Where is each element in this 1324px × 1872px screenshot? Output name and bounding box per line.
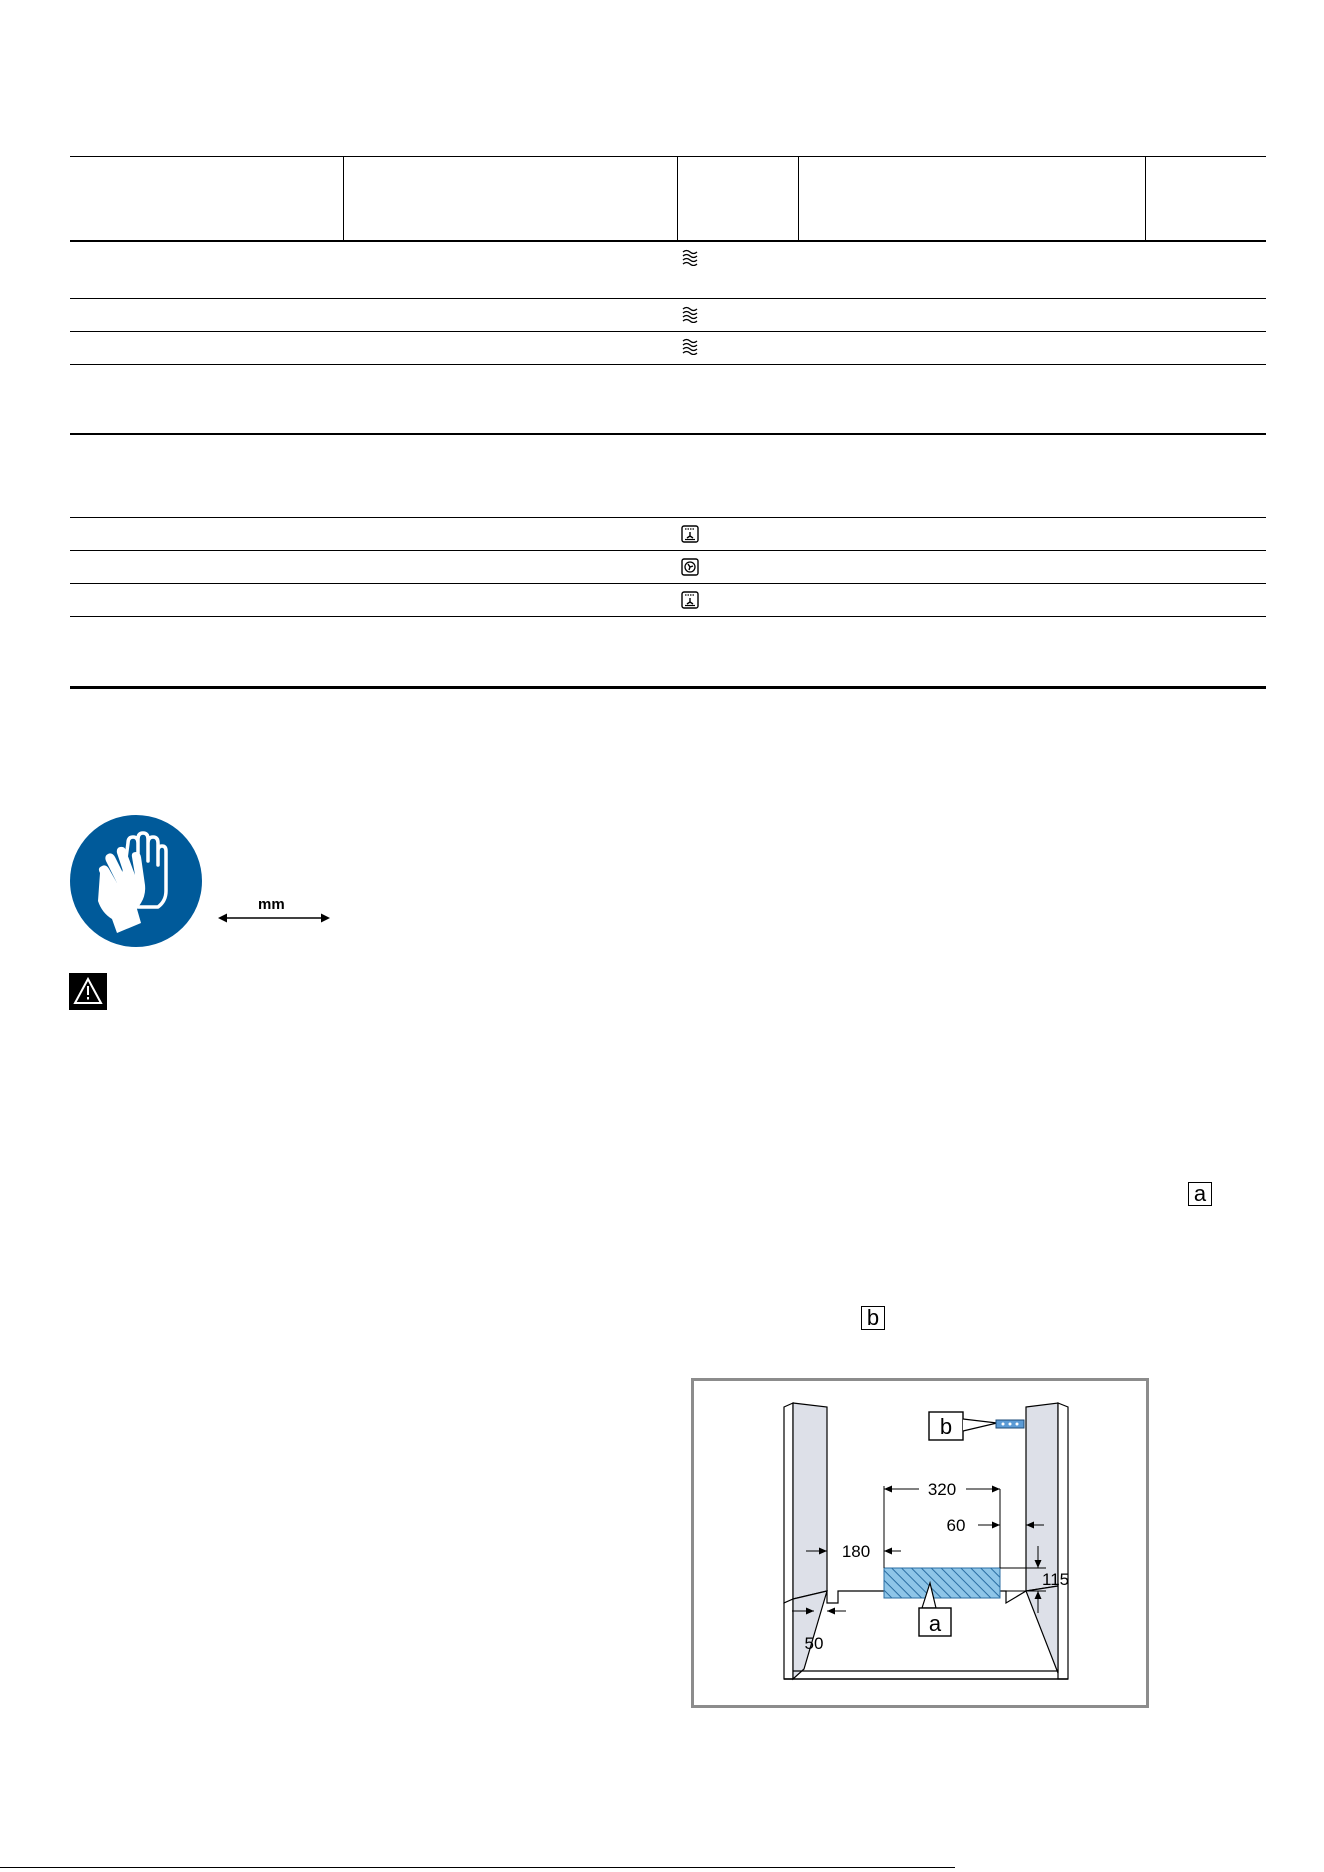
dimension-unit-indicator [218,896,330,926]
oven-bottom-heat-icon [681,591,699,609]
oven-bottom-heat-icon [681,525,699,543]
dim-180-label: 180 [841,1542,871,1561]
protective-gloves-icon [70,815,202,947]
column-separator [1145,157,1146,241]
dim-320-label: 320 [927,1480,957,1499]
right-floor-slope [1026,1586,1058,1673]
hatched-area-a [884,1568,1000,1598]
table-rule [70,298,1266,299]
column-separator [798,157,799,241]
figure-label-b: b [939,1414,953,1439]
table-rule [70,364,1266,365]
table-rule [70,331,1266,332]
table-rule [70,550,1266,551]
footer-rule [0,1867,955,1868]
double-arrow-icon [218,912,330,924]
steam-icon [681,248,699,266]
column-separator [343,157,344,241]
table-rule [70,583,1266,584]
figure-label-a: a [928,1611,942,1636]
dim-50-label: 50 [804,1634,824,1653]
callout-b: b [861,1306,885,1330]
table-rule [70,240,1266,242]
table-rule [70,156,1266,157]
dimension-320 [884,1480,1000,1568]
callout-a: a [1188,1182,1212,1206]
table-rule [70,686,1266,689]
table-rule [70,517,1266,518]
table-rule [70,433,1266,435]
steam-icon [681,337,699,355]
steam-icon [681,305,699,323]
hot-air-fan-icon [681,558,699,576]
column-separator [677,157,678,241]
table-rule [70,616,1266,617]
dimension-unit-label: mm [258,896,285,913]
dim-60-label: 60 [946,1516,966,1535]
warning-triangle-icon [69,973,107,1010]
dim-115-label: 115 [1042,1570,1070,1589]
installation-diagram [691,1378,1149,1708]
label-b-callout [929,1412,1024,1440]
